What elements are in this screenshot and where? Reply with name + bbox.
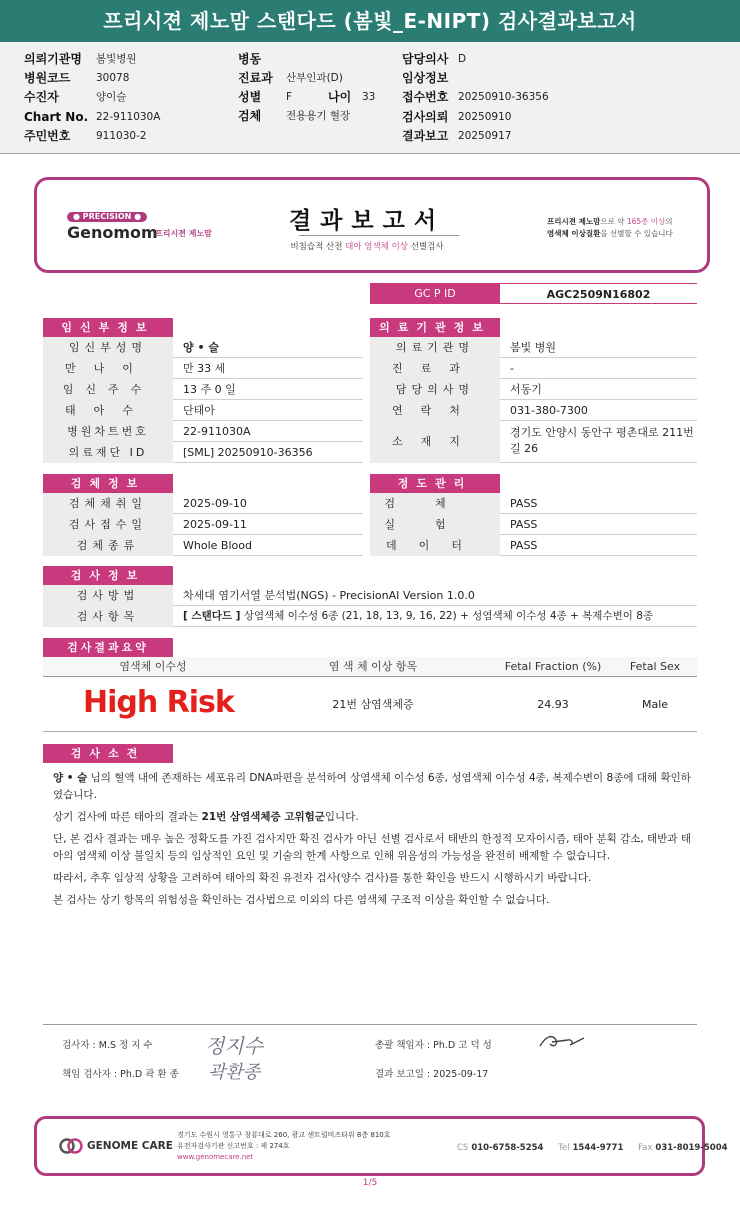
chart-no-value: 22-911030A: [96, 111, 161, 123]
department-label: 진료과: [238, 71, 273, 85]
row-label: 의료기관명: [370, 337, 500, 358]
specimen-label: 검체: [238, 109, 262, 123]
genome-care-name: GENOME CARE: [87, 1140, 173, 1152]
age-value: 33: [362, 91, 376, 103]
section-test-info: 검사정보: [43, 566, 173, 585]
summary-col-item: 염 색 체 이상 항목: [328, 660, 418, 673]
table-row: [43, 606, 697, 627]
row-value: 차세대 염기서열 분석법(NGS) - PrecisionAI Version 1.0.0: [183, 589, 475, 602]
row-value: 봄빛 병원: [510, 341, 557, 354]
genomom-logo-sub: 프리시젼 제노맘: [155, 229, 212, 238]
hospital-code-label: 병원코드: [24, 71, 71, 85]
brand-description: 프리시젼 제노맘으로 약 165종 이상의 염색체 이상질환을 선별할 수 있습니다: [547, 217, 673, 238]
row-value: PASS: [510, 539, 538, 552]
section-pregnant-info: 임신부정보: [43, 318, 173, 337]
footer-contacts: CS 010-6758-5254 Tel 1544-9771 Fax 031-8019-5004: [457, 1143, 728, 1153]
table-row: [43, 535, 363, 556]
footer-address: 경기도 수원시 영통구 창룡대로 260, 광교 센트럴비즈타워 8층 810호 유전자검사기관 신고번호 : 제 274호 www.genomecare.net: [177, 1131, 391, 1161]
table-row: [370, 493, 697, 514]
row-value: [SML] 20250910-36356: [183, 446, 313, 459]
opinion-paragraph: 상기 검사에 따른 태아의 결과는 21번 삼염색체증 고위험군입니다.: [53, 811, 359, 823]
request-date-label: 검사의뢰: [402, 110, 449, 124]
row-label: 검체채취일: [43, 493, 173, 514]
institution-value: 봄빛병원: [96, 53, 137, 65]
row-label: 담당의사명: [370, 379, 500, 400]
gcpid-label: GC P ID: [370, 283, 500, 304]
row-value: 경기도 안양시 동안구 평촌대로 211번: [510, 426, 694, 439]
row-label: 데이터: [370, 535, 500, 556]
ward-label: 병동: [238, 52, 262, 66]
fetal-sex-value: Male: [641, 698, 669, 711]
website-link[interactable]: www.genomecare.net: [177, 1153, 254, 1161]
opinion-paragraph: 단, 본 검사 결과는 매우 높은 정확도를 가진 검사지만 확진 검사가 아닌 선별 검사로서 태반의 한정적 모자이시즘, 태아 분획 감소, 태반과 태아의 염색체 이상 불일치 등의 임상적인 요인 및 기술의 한계 사항으로 인해 위음성의 가능성을 완전히 배제할 수 없습니다.: [53, 833, 691, 862]
director-label: 총괄 책임자 : Ph.D 고 덕 성: [375, 1040, 492, 1051]
section-opinion: 검사소견: [43, 744, 173, 763]
row-label: 의료재단 ID: [43, 442, 173, 463]
row-label: 검체: [370, 493, 500, 514]
row-value: 22-911030A: [183, 425, 251, 438]
row-label: 진료과: [370, 358, 500, 379]
row-label: 검사접수일: [43, 514, 173, 535]
sex-label: 성별: [238, 90, 262, 104]
row-value: PASS: [510, 497, 538, 510]
hospital-code-value: 30078: [96, 72, 130, 84]
row-value: Whole Blood: [183, 539, 252, 552]
summary-col-fetal-fraction: Fetal Fraction (%): [504, 660, 602, 673]
collector-value: 양이슬: [96, 91, 127, 103]
row-value: PASS: [510, 518, 538, 531]
row-label: 검사항목: [43, 606, 173, 627]
row-label: 태아수: [43, 400, 173, 421]
opinion-text: [53, 770, 699, 914]
opinion-paragraph: 본 검사는 상기 항목의 위험성을 확인하는 검사법으로 이외의 다른 염색체 구조적 이상을 확인할 수 없습니다.: [53, 894, 550, 906]
fetal-fraction-value: 24.93: [537, 698, 569, 711]
row-value: 단태아: [183, 404, 215, 417]
report-date-signature-label: 결과 보고일 : 2025-09-17: [375, 1069, 489, 1080]
collector-label: 수진자: [24, 90, 59, 104]
opinion-paragraph: 따라서, 추후 임상적 상황을 고려하여 태아의 확진 유전자 검사(양수 검사)를 통한 확인을 반드시 시행하시기 바랍니다.: [53, 872, 592, 884]
row-label: 만나이: [43, 358, 173, 379]
receipt-no-value: 20250910-36356: [458, 91, 549, 103]
sex-value: F: [286, 91, 293, 103]
report-header-box: [34, 177, 710, 273]
specimen-value: 전용용기 혈장: [286, 110, 351, 122]
precision-badge: ● PRECISION ●: [67, 212, 147, 222]
table-row: [43, 421, 363, 442]
row-label: 병원차트번호: [43, 421, 173, 442]
row-value: 2025-09-11: [183, 518, 247, 531]
section-result-summary: 검사결과요약: [43, 638, 173, 657]
table-row: [43, 358, 363, 379]
receipt-no-label: 접수번호: [402, 90, 449, 104]
summary-col-aneuploidy: 염색체 이수성: [119, 660, 187, 673]
responsible-signature: 곽환종: [208, 1062, 261, 1083]
page-number: 1/5: [362, 1178, 378, 1188]
director-signature: [538, 1030, 586, 1052]
row-value: 2025-09-10: [183, 497, 247, 510]
row-value: 서동기: [510, 383, 542, 396]
request-date-value: 20250910: [458, 111, 512, 123]
table-row: [43, 493, 363, 514]
report-date-value: 20250917: [458, 130, 512, 142]
row-value: -: [510, 362, 514, 375]
responsible-tester-label: 책임 검사자 : Ph.D 곽 환 종: [62, 1069, 179, 1080]
footer-box: [34, 1116, 728, 1176]
section-specimen-info: 검체정보: [43, 474, 173, 493]
row-value-line2: 길 26: [510, 442, 539, 455]
row-value: 031-380-7300: [510, 404, 588, 417]
doctor-value: D: [458, 53, 467, 65]
table-row: [43, 379, 363, 400]
row-label: 임신주수: [43, 379, 173, 400]
clinical-label: 임상정보: [402, 71, 449, 85]
signature-divider: [43, 1024, 697, 1025]
section-quality-control: 정도관리: [370, 474, 500, 493]
department-value: 산부인과(D): [286, 72, 343, 84]
report-title-bar: 프리시젼 제노맘 스탠다드 (봄빛_E-NIPT) 검사결과보고서: [0, 0, 740, 42]
row-value: 만 33 세: [183, 362, 226, 375]
patient-info-header: [0, 42, 740, 154]
summary-col-fetal-sex: Fetal Sex: [629, 660, 681, 673]
table-row: [43, 585, 697, 606]
gcpid-value: AGC2509N16802: [500, 283, 697, 304]
summary-item-value: 21번 삼염색체증: [332, 698, 414, 711]
age-label: 나이: [328, 90, 352, 104]
chart-no-label: Chart No.: [24, 110, 89, 124]
risk-result: High Risk: [83, 685, 234, 720]
section-institution-info: 의료기관정보: [370, 318, 500, 337]
tester-label: 검사자 : M.S 정 지 수: [62, 1040, 153, 1051]
report-date-label: 결과보고: [402, 129, 449, 143]
row-label: 실험: [370, 514, 500, 535]
row-label: 임신부성명: [43, 337, 173, 358]
table-row: [43, 514, 363, 535]
table-row: [370, 379, 697, 400]
row-label: 검체종류: [43, 535, 173, 556]
genomom-logo: Genomom: [67, 223, 158, 242]
table-row: [43, 337, 363, 358]
resident-no-value: 911030-2: [96, 130, 147, 142]
table-row: [370, 400, 697, 421]
table-row: [370, 514, 697, 535]
table-row: [370, 358, 697, 379]
table-row: [370, 337, 697, 358]
table-row: [370, 535, 697, 556]
table-row: [370, 421, 697, 463]
summary-row: [43, 677, 697, 732]
row-label: 연락처: [370, 400, 500, 421]
summary-header: [43, 657, 697, 677]
resident-no-label: 주민번호: [24, 129, 71, 143]
table-row: [43, 400, 363, 421]
table-row: [43, 442, 363, 463]
row-value: 13 주 0 일: [183, 383, 236, 396]
heading-underline: [299, 235, 459, 236]
institution-label: 의뢰기관명: [24, 52, 82, 66]
doctor-label: 담당의사: [402, 52, 449, 66]
row-label: 검사방법: [43, 585, 173, 606]
opinion-paragraph: 양 • 슬 님의 혈액 내에 존재하는 세포유리 DNA파편을 분석하여 상염색체 이수성 6종, 성염색체 이수성 4종, 복제수변이 8종에 대해 확인하였습니다.: [53, 772, 691, 801]
row-value: 양 • 슬: [183, 341, 219, 354]
report-heading: 결과보고서: [288, 208, 446, 234]
report-subheading: 비침습적 산전 태아 염색체 이상 선별검사: [290, 242, 444, 252]
row-label: 소재지: [370, 421, 500, 463]
genome-care-logo-icon: [59, 1137, 83, 1155]
row-value: [ 스탠다드 ] 상염색체 이수성 6종 (21, 18, 13, 9, 16, 22) + 성염색체 이수성 4종 + 복제수변이 8종: [183, 610, 654, 622]
tester-signature: 정지수: [205, 1034, 263, 1058]
